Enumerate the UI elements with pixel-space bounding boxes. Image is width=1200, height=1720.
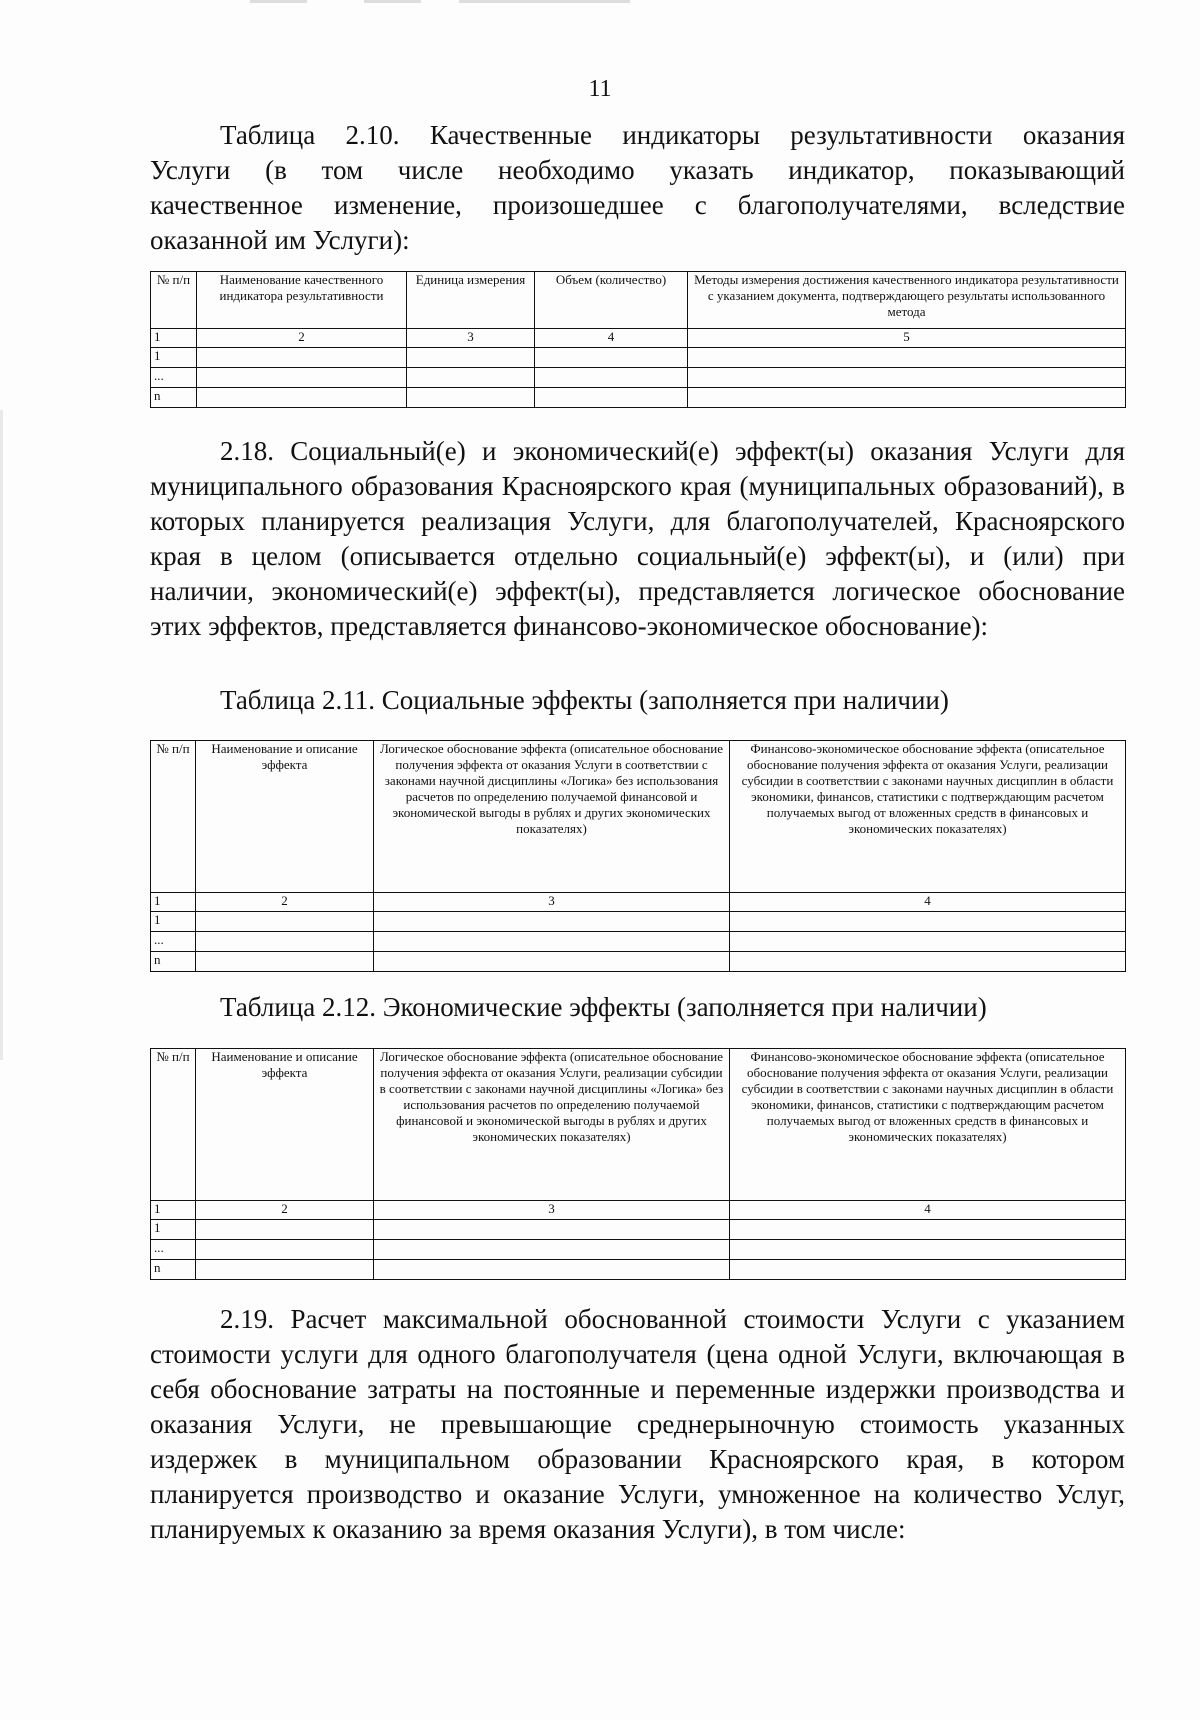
table-cell: [196, 1220, 374, 1240]
table-cell: [374, 952, 730, 972]
table-cell: [688, 388, 1126, 408]
table-cell: [374, 912, 730, 932]
column-number: 3: [374, 893, 730, 912]
column-number: 4: [730, 1201, 1126, 1220]
table-cell: [196, 1240, 374, 1260]
table-2-12: [150, 1048, 1126, 1280]
table-row: [151, 348, 1126, 368]
table-header-row: [151, 272, 1126, 329]
header-cell: Единица измерения: [407, 272, 535, 329]
table-row: [151, 388, 1126, 408]
table-2-11-caption: Таблица 2.11. Социальные эффекты (заполняется при наличии): [220, 685, 949, 715]
column-number: 2: [196, 893, 374, 912]
table-cell: [374, 932, 730, 952]
header-cell: № п/п: [151, 741, 196, 893]
table-cell: [730, 952, 1126, 972]
table-row: [151, 1220, 1126, 1240]
table-2-12-caption: Таблица 2.12. Экономические эффекты (заполняется при наличии): [220, 992, 987, 1022]
caption-line: оказанной им Услуги):: [150, 225, 410, 255]
table-row: [151, 368, 1126, 388]
header-cell: № п/п: [151, 272, 197, 329]
table-cell: [688, 348, 1126, 368]
caption-line: качественное изменение, произошедшее с благополучателями, вследствие: [150, 190, 1125, 220]
scan-artifact: [0, 410, 3, 1060]
table-cell: [197, 348, 407, 368]
header-cell: Методы измерения достижения качественного индикатора результативности с указанием документа, подтверждающего результаты использованного метода: [688, 272, 1126, 329]
header-cell: Наименование и описание эффекта: [196, 741, 374, 893]
table-cell: [730, 912, 1126, 932]
header-cell: Финансово-экономическое обоснование эффекта (описательное обоснование получения эффекта от оказания Услуги, реализации субсидии в соответствии с законами научных дисциплин в области экономики, финансов, статистики с подтверждающим расчетом получаемых выгод от вложенных средств в финансовых и экономических показателях): [730, 741, 1126, 893]
column-number: 1: [151, 1201, 196, 1220]
page-number: 11: [588, 76, 612, 102]
row-label: 1: [151, 348, 197, 368]
row-label: n: [151, 952, 196, 972]
header-cell: Наименование и описание эффекта: [196, 1049, 374, 1201]
header-cell: Логическое обоснование эффекта (описательное обоснование получения эффекта от оказания Услуги, реализации субсидии в соответствии с законами научной дисциплины «Логика» без использования расчетов по определению получаемой финансовой и экономической выгоды в рублях и других экономических показателях): [374, 1049, 730, 1201]
row-label: ...: [151, 1240, 196, 1260]
section-2-19: [150, 1302, 1125, 1547]
column-number: 2: [197, 329, 407, 348]
table-cell: [730, 1240, 1126, 1260]
table-row: [151, 912, 1126, 932]
header-cell: № п/п: [151, 1049, 196, 1201]
table-cell: [197, 388, 407, 408]
table-cell: [730, 1220, 1126, 1240]
table-cell: [535, 368, 688, 388]
table-2-11: [150, 740, 1126, 972]
table-cell: [407, 388, 535, 408]
header-cell: Объем (количество): [535, 272, 688, 329]
table-cell: [730, 1260, 1126, 1280]
column-number-row: [151, 1201, 1126, 1220]
section-2-18: [150, 434, 1125, 644]
column-number: 4: [535, 329, 688, 348]
table-row: [151, 952, 1126, 972]
table-2-10-caption: [150, 118, 1125, 258]
table-cell: [196, 932, 374, 952]
header-cell: Финансово-экономическое обоснование эффекта (описательное обоснование получения эффекта от оказания Услуги, реализации субсидии в соответствии с законами научных дисциплин в области экономики, финансов, статистики с подтверждающим расчетом получаемых выгод от вложенных средств в финансовых и экономических показателях): [730, 1049, 1126, 1201]
table-cell: [535, 388, 688, 408]
column-number: 5: [688, 329, 1126, 348]
row-label: n: [151, 1260, 196, 1280]
row-label: n: [151, 388, 197, 408]
column-number: 1: [151, 329, 197, 348]
table-2-10: [150, 271, 1126, 408]
row-label: ...: [151, 368, 197, 388]
column-number: 1: [151, 893, 196, 912]
column-number: 4: [730, 893, 1126, 912]
table-cell: [196, 1260, 374, 1280]
column-number: 3: [407, 329, 535, 348]
header-cell: Наименование качественного индикатора результативности: [197, 272, 407, 329]
table-cell: [374, 1240, 730, 1260]
row-label: 1: [151, 1220, 196, 1240]
section-text: 2.18. Социальный(е) и экономический(е) эффект(ы) оказания Услуги для муниципального образования Красноярского края (муниципальных образований), в которых планируется реализация Услуги, для благополучателей, Красноярского края в целом (описывается отдельно социальный(е) эффект(ы), и (или) при наличии, экономический(е) эффект(ы), представляется логическое обоснование этих эффектов, представляется финансово-экономическое обоснование):: [150, 436, 1125, 641]
table-cell: [407, 368, 535, 388]
table-cell: [196, 952, 374, 972]
section-text: 2.19. Расчет максимальной обоснованной стоимости Услуги с указанием стоимости услуги для одного благополучателя (цена одной Услуги, включающая в себя обоснование затраты на постоянные и переменные издержки производства и оказания Услуги, не превышающие среднерыночную стоимость указанных издержек в муниципальном образовании Красноярского края, в котором планируется производство и оказание Услуги, умноженное на количество Услуг, планируемых к оказанию за время оказания Услуги), в том числе:: [150, 1304, 1125, 1544]
table-cell: [730, 932, 1126, 952]
table-row: [151, 1240, 1126, 1260]
table-cell: [374, 1220, 730, 1240]
column-number: 2: [196, 1201, 374, 1220]
table-cell: [197, 368, 407, 388]
table-cell: [196, 912, 374, 932]
table-cell: [688, 368, 1126, 388]
table-row: [151, 932, 1126, 952]
column-number-row: [151, 329, 1126, 348]
caption-line: Услуги (в том числе необходимо указать индикатор, показывающий: [150, 155, 1125, 185]
table-row: [151, 1260, 1126, 1280]
table-header-row: [151, 741, 1126, 893]
row-label: ...: [151, 932, 196, 952]
table-cell: [407, 348, 535, 368]
header-cell: Логическое обоснование эффекта (описательное обоснование получения эффекта от оказания Услуги в соответствии с законами научной дисциплины «Логика» без использования расчетов по определению получаемой финансовой и экономической выгоды в рублях и других экономических показателях): [374, 741, 730, 893]
column-number: 3: [374, 1201, 730, 1220]
row-label: 1: [151, 912, 196, 932]
table-cell: [535, 348, 688, 368]
table-header-row: [151, 1049, 1126, 1201]
column-number-row: [151, 893, 1126, 912]
scan-artifact: [250, 0, 630, 3]
table-cell: [374, 1260, 730, 1280]
caption-line: Таблица 2.10. Качественные индикаторы результативности оказания: [220, 120, 1125, 150]
